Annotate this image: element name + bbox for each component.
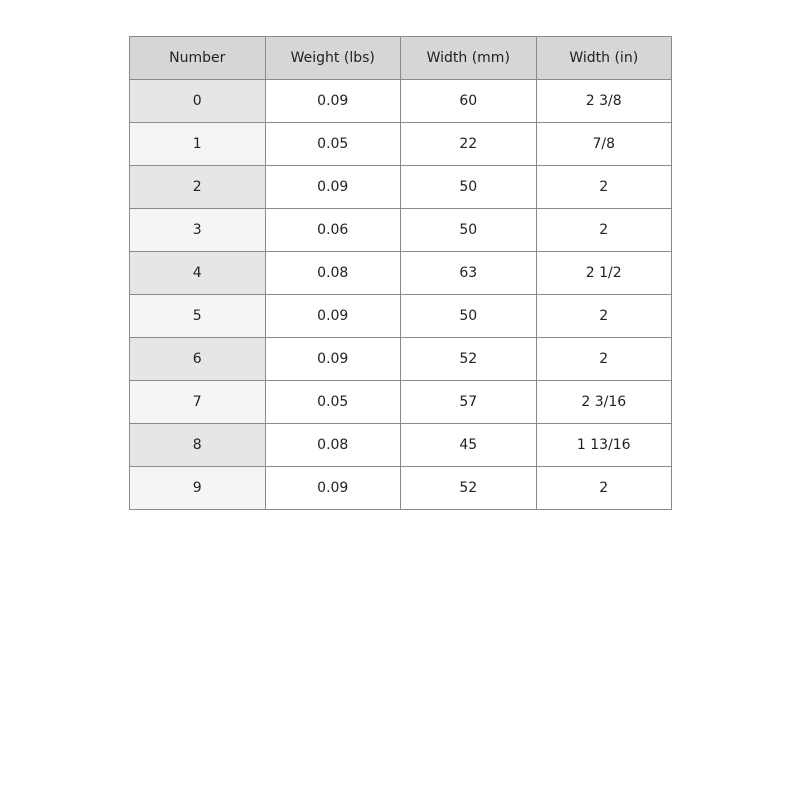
cell-number: 8 — [130, 424, 266, 467]
cell-number: 2 — [130, 166, 266, 209]
cell-width-in: 2 3/8 — [536, 80, 672, 123]
table-row — [130, 338, 672, 381]
header-width-in: Width (in) — [536, 37, 672, 80]
cell-width-mm: 57 — [401, 381, 537, 424]
cell-width-mm: 63 — [401, 252, 537, 295]
cell-width-mm: 52 — [401, 467, 537, 510]
cell-width-mm: 52 — [401, 338, 537, 381]
table-row — [130, 209, 672, 252]
cell-weight-lbs: 0.05 — [265, 381, 401, 424]
table-row — [130, 295, 672, 338]
cell-number: 4 — [130, 252, 266, 295]
cell-width-in: 7/8 — [536, 123, 672, 166]
cell-width-mm: 50 — [401, 209, 537, 252]
table-body — [130, 80, 672, 510]
cell-width-mm: 45 — [401, 424, 537, 467]
cell-width-in: 2 3/16 — [536, 381, 672, 424]
cell-width-mm: 50 — [401, 166, 537, 209]
cell-number: 6 — [130, 338, 266, 381]
table-row — [130, 166, 672, 209]
table-header — [130, 37, 672, 80]
data-table — [129, 36, 672, 510]
header-number: Number — [130, 37, 266, 80]
header-weight-lbs: Weight (lbs) — [265, 37, 401, 80]
cell-width-in: 2 — [536, 209, 672, 252]
table-row — [130, 381, 672, 424]
cell-number: 9 — [130, 467, 266, 510]
cell-width-in: 2 — [536, 166, 672, 209]
cell-width-in: 2 — [536, 467, 672, 510]
cell-weight-lbs: 0.06 — [265, 209, 401, 252]
cell-width-in: 2 — [536, 338, 672, 381]
table-row — [130, 424, 672, 467]
cell-width-mm: 60 — [401, 80, 537, 123]
cell-width-in: 1 13/16 — [536, 424, 672, 467]
cell-weight-lbs: 0.09 — [265, 467, 401, 510]
cell-width-in: 2 1/2 — [536, 252, 672, 295]
table-row — [130, 80, 672, 123]
header-width-mm: Width (mm) — [401, 37, 537, 80]
cell-weight-lbs: 0.09 — [265, 166, 401, 209]
cell-number: 0 — [130, 80, 266, 123]
cell-weight-lbs: 0.09 — [265, 295, 401, 338]
cell-number: 5 — [130, 295, 266, 338]
cell-number: 7 — [130, 381, 266, 424]
cell-weight-lbs: 0.05 — [265, 123, 401, 166]
cell-number: 3 — [130, 209, 266, 252]
cell-weight-lbs: 0.08 — [265, 424, 401, 467]
cell-weight-lbs: 0.08 — [265, 252, 401, 295]
cell-weight-lbs: 0.09 — [265, 338, 401, 381]
table-row — [130, 123, 672, 166]
table-row — [130, 252, 672, 295]
cell-width-mm: 22 — [401, 123, 537, 166]
cell-width-in: 2 — [536, 295, 672, 338]
header-row — [130, 37, 672, 80]
table-row — [130, 467, 672, 510]
cell-weight-lbs: 0.09 — [265, 80, 401, 123]
cell-number: 1 — [130, 123, 266, 166]
cell-width-mm: 50 — [401, 295, 537, 338]
